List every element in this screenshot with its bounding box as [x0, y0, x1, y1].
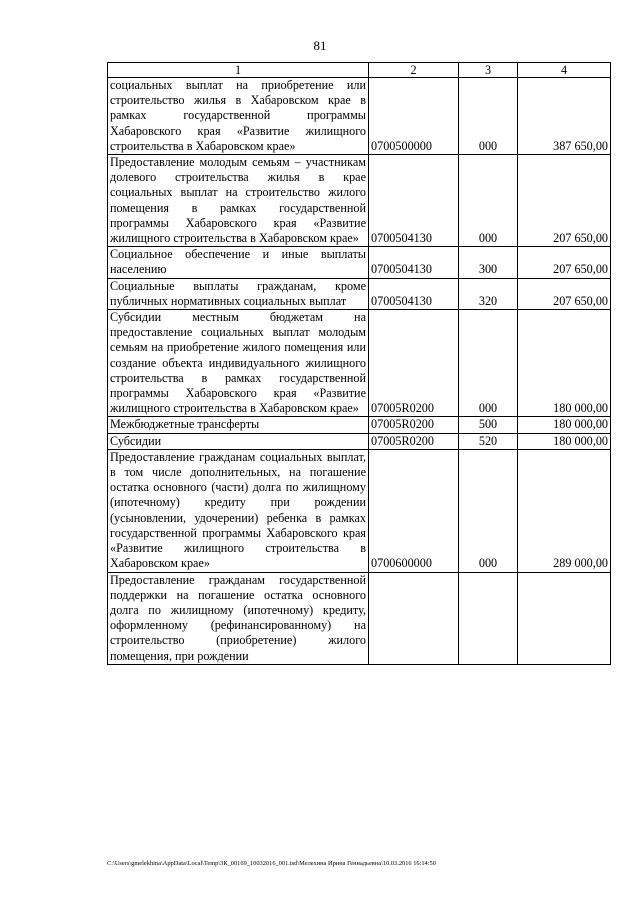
table-row — [108, 278, 611, 309]
row-sum: 180 000,00 — [518, 417, 611, 433]
table-row — [108, 572, 611, 664]
row-type — [459, 572, 518, 664]
column-header: 3 — [459, 63, 518, 78]
row-sum: 207 650,00 — [518, 155, 611, 247]
table-header-row — [108, 63, 611, 78]
row-sum: 180 000,00 — [518, 310, 611, 417]
table-row — [108, 433, 611, 449]
row-type: 000 — [459, 78, 518, 155]
table-row — [108, 417, 611, 433]
row-name: Субсидии — [108, 433, 369, 449]
row-code: 0700504130 — [369, 247, 459, 278]
table-row — [108, 155, 611, 247]
row-type: 000 — [459, 155, 518, 247]
row-name: Предоставление молодым семьям – участникам долевого строительства жилья в крае социальных выплат на строительство жилого помещения в рамках государственной программы Хабаровского края «Развитие жилищного строительства в Хабаровском крае» — [108, 155, 369, 247]
row-type: 000 — [459, 310, 518, 417]
row-code: 0700504130 — [369, 278, 459, 309]
row-type: 300 — [459, 247, 518, 278]
table-row — [108, 78, 611, 155]
column-header: 1 — [108, 63, 369, 78]
row-code — [369, 572, 459, 664]
column-header: 4 — [518, 63, 611, 78]
row-sum: 387 650,00 — [518, 78, 611, 155]
row-sum: 180 000,00 — [518, 433, 611, 449]
row-code: 07005R0200 — [369, 310, 459, 417]
row-name: социальных выплат на приобретение или строительство жилья в Хабаровском крае в рамках государственной программы Хабаровского края «Развитие жилищного строительства в Хабаровском крае» — [108, 78, 369, 155]
row-sum: 207 650,00 — [518, 247, 611, 278]
page-number: 81 — [313, 38, 327, 53]
row-name: Межбюджетные трансферты — [108, 417, 369, 433]
table-row — [108, 310, 611, 417]
row-code: 0700500000 — [369, 78, 459, 155]
row-type: 000 — [459, 449, 518, 572]
table-row — [108, 247, 611, 278]
row-code: 0700504130 — [369, 155, 459, 247]
row-type: 520 — [459, 433, 518, 449]
row-type: 500 — [459, 417, 518, 433]
row-code: 07005R0200 — [369, 433, 459, 449]
column-header: 2 — [369, 63, 459, 78]
row-name: Субсидии местным бюджетам на предоставление социальных выплат молодым семьям на приобретение жилого помещения или создание объекта индивидуального жилищного строительства в рамках государственной программы Хабаровского края «Развитие жилищного строительства в Хабаровском крае» — [108, 310, 369, 417]
row-sum: 207 650,00 — [518, 278, 611, 309]
row-sum: 289 000,00 — [518, 449, 611, 572]
row-name: Предоставление гражданам социальных выплат, в том числе дополнительных, на погашение остатка основного (части) долга по жилищному (ипотечному) кредиту при рождении (усыновлении, удочерении) ребенка в рамках государственной программы Хабаровского края «Развитие жилищного строительства в Хабаровском крае» — [108, 449, 369, 572]
table-row — [108, 449, 611, 572]
row-name: Социальные выплаты гражданам, кроме публичных нормативных социальных выплат — [108, 278, 369, 309]
row-code: 0700600000 — [369, 449, 459, 572]
row-name: Предоставление гражданам государственной поддержки на погашение остатка основного долга по жилищному (ипотечному) кредиту, оформленному (рефинансированному) на строительство (приобретение) жилого помещения, при рождении — [108, 572, 369, 664]
row-sum — [518, 572, 611, 664]
budget-table — [107, 62, 611, 665]
row-code: 07005R0200 — [369, 417, 459, 433]
row-type: 320 — [459, 278, 518, 309]
file-path-footer: C:\Users\gmelekhina\AppData\Local\Temp\ЗК_00169_10032016_001.tsd\Мелехина Ирина Геннадьевна\10.03.2016 16:14:50 — [107, 860, 436, 867]
row-name: Социальное обеспечение и иные выплаты населению — [108, 247, 369, 278]
